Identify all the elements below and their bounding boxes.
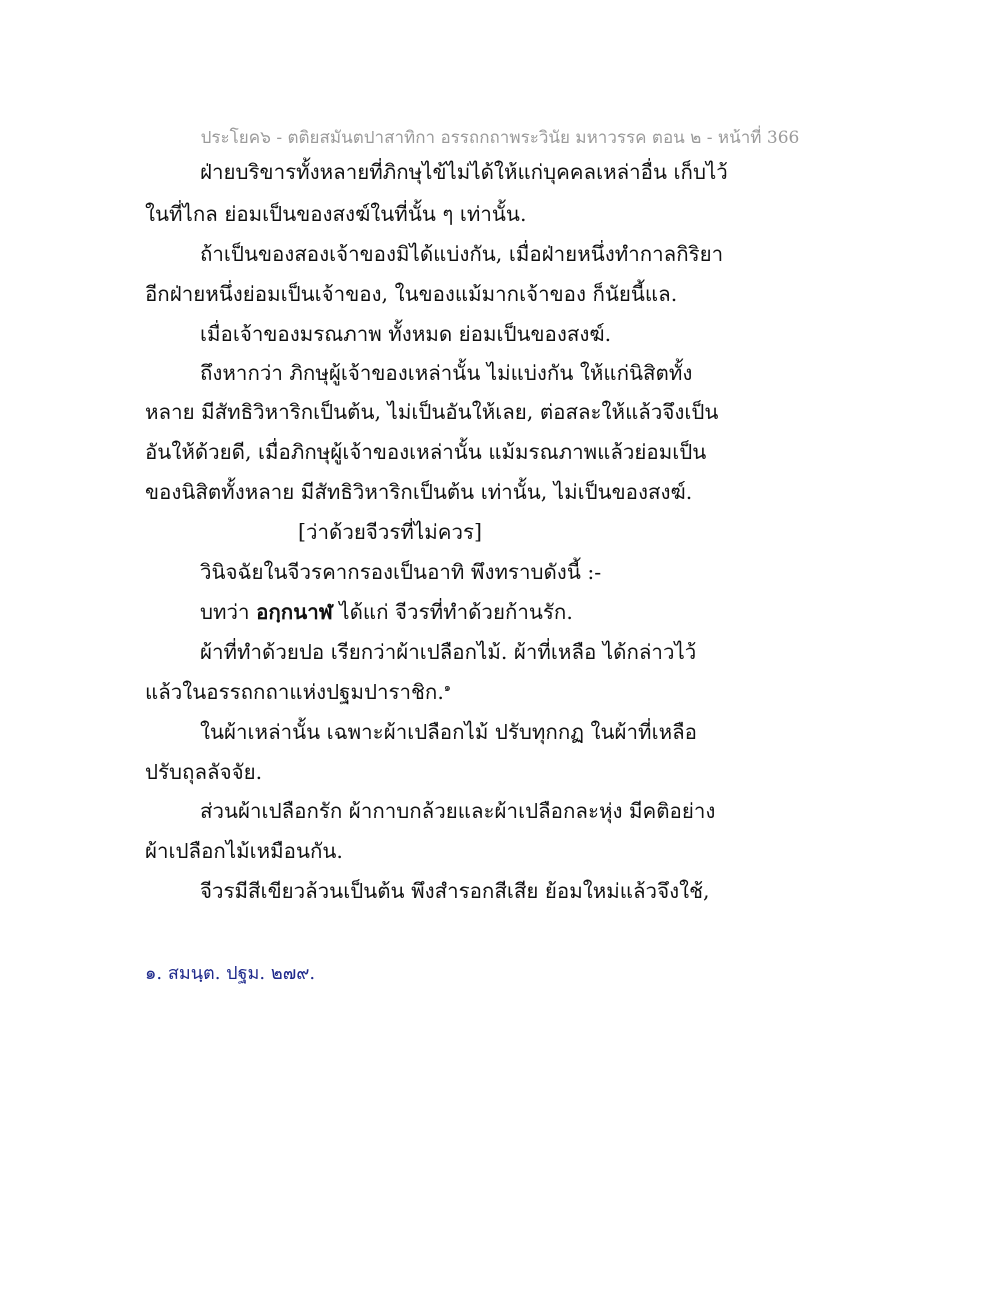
term-definition: ได้แก่ จีวรที่ทำด้วยก้านรัก. [332, 600, 573, 624]
pali-term: อกฺกนาฬ [256, 600, 333, 624]
text-line-18: จีวรมีสีเขียวล้วนเป็นต้น พึงสำรอกสีเสีย ย้อมใหม่แล้วจึงใช้, [200, 879, 710, 903]
text-line-13 [145, 682, 451, 703]
footnote-reference: ๑ [443, 681, 451, 695]
text-line-6: ถึงหากว่า ภิกษุผู้เจ้าของเหล่านั้น ไม่แบ่งกัน ให้แก่นิสิตทั้ง [200, 361, 693, 385]
text-line-10: วินิจฉัยในจีวรคากรองเป็นอาทิ พึงทราบดังนี้ :- [200, 560, 602, 584]
text-line-4: อีกฝ่ายหนึ่งย่อมเป็นเจ้าของ, ในของแม้มากเจ้าของ ก็นัยนี้แล. [145, 282, 678, 306]
text-line-17: ผ้าเปลือกไม้เหมือนกัน. [145, 839, 343, 863]
text-line-7: หลาย มีสัทธิวิหาริกเป็นต้น, ไม่เป็นอันให้เลย, ต่อสละให้แล้วจึงเป็น [145, 400, 719, 424]
text-line-15: ปรับถุลลัจจัย. [145, 760, 263, 784]
section-heading: [ว่าด้วยจีวรที่ไม่ควร] [298, 520, 482, 544]
text-line-2: ในที่ไกล ย่อมเป็นของสงฆ์ในที่นั้น ๆ เท่านั้น. [145, 202, 527, 226]
text-line-14: ในผ้าเหล่านั้น เฉพาะผ้าเปลือกไม้ ปรับทุกกฏ ในผ้าที่เหลือ [200, 720, 697, 744]
footnote: ๑. สมนฺต. ปฐม. ๒๗๙. [145, 963, 316, 984]
page-header: ประโยค๖ - ตติยสมันตปาสาทิกา อรรถกถาพระวินัย มหาวรรค ตอน ๒ - หน้าที่ 366 [200, 128, 800, 148]
text-line-16: ส่วนผ้าเปลือกรัก ผ้ากาบกล้วยและผ้าเปลือกละหุ่ง มีคติอย่าง [200, 799, 716, 823]
text-line-13-body: แล้วในอรรถกถาแห่งปฐมปาราชิก. [145, 680, 444, 704]
term-intro: บทว่า [200, 600, 257, 624]
text-line-8: อันให้ด้วยดี, เมื่อภิกษุผู้เจ้าของเหล่านั้น แม้มรณภาพแล้วย่อมเป็น [145, 440, 707, 464]
text-line-9: ของนิสิตทั้งหลาย มีสัทธิวิหาริกเป็นต้น เท่านั้น, ไม่เป็นของสงฆ์. [145, 480, 693, 504]
text-line-11 [200, 602, 573, 623]
text-line-1: ฝ่ายบริขารทั้งหลายที่ภิกษุไข้ไม่ได้ให้แก่บุคคลเหล่าอื่น เก็บไว้ [200, 160, 728, 184]
text-line-3: ถ้าเป็นของสองเจ้าของมิได้แบ่งกัน, เมื่อฝ่ายหนึ่งทำกาลกิริยา [200, 242, 724, 266]
text-line-5: เมื่อเจ้าของมรณภาพ ทั้งหมด ย่อมเป็นของสงฆ์. [200, 322, 612, 346]
text-line-12: ผ้าที่ทำด้วยปอ เรียกว่าผ้าเปลือกไม้. ผ้าที่เหลือ ได้กล่าวไว้ [200, 640, 697, 664]
